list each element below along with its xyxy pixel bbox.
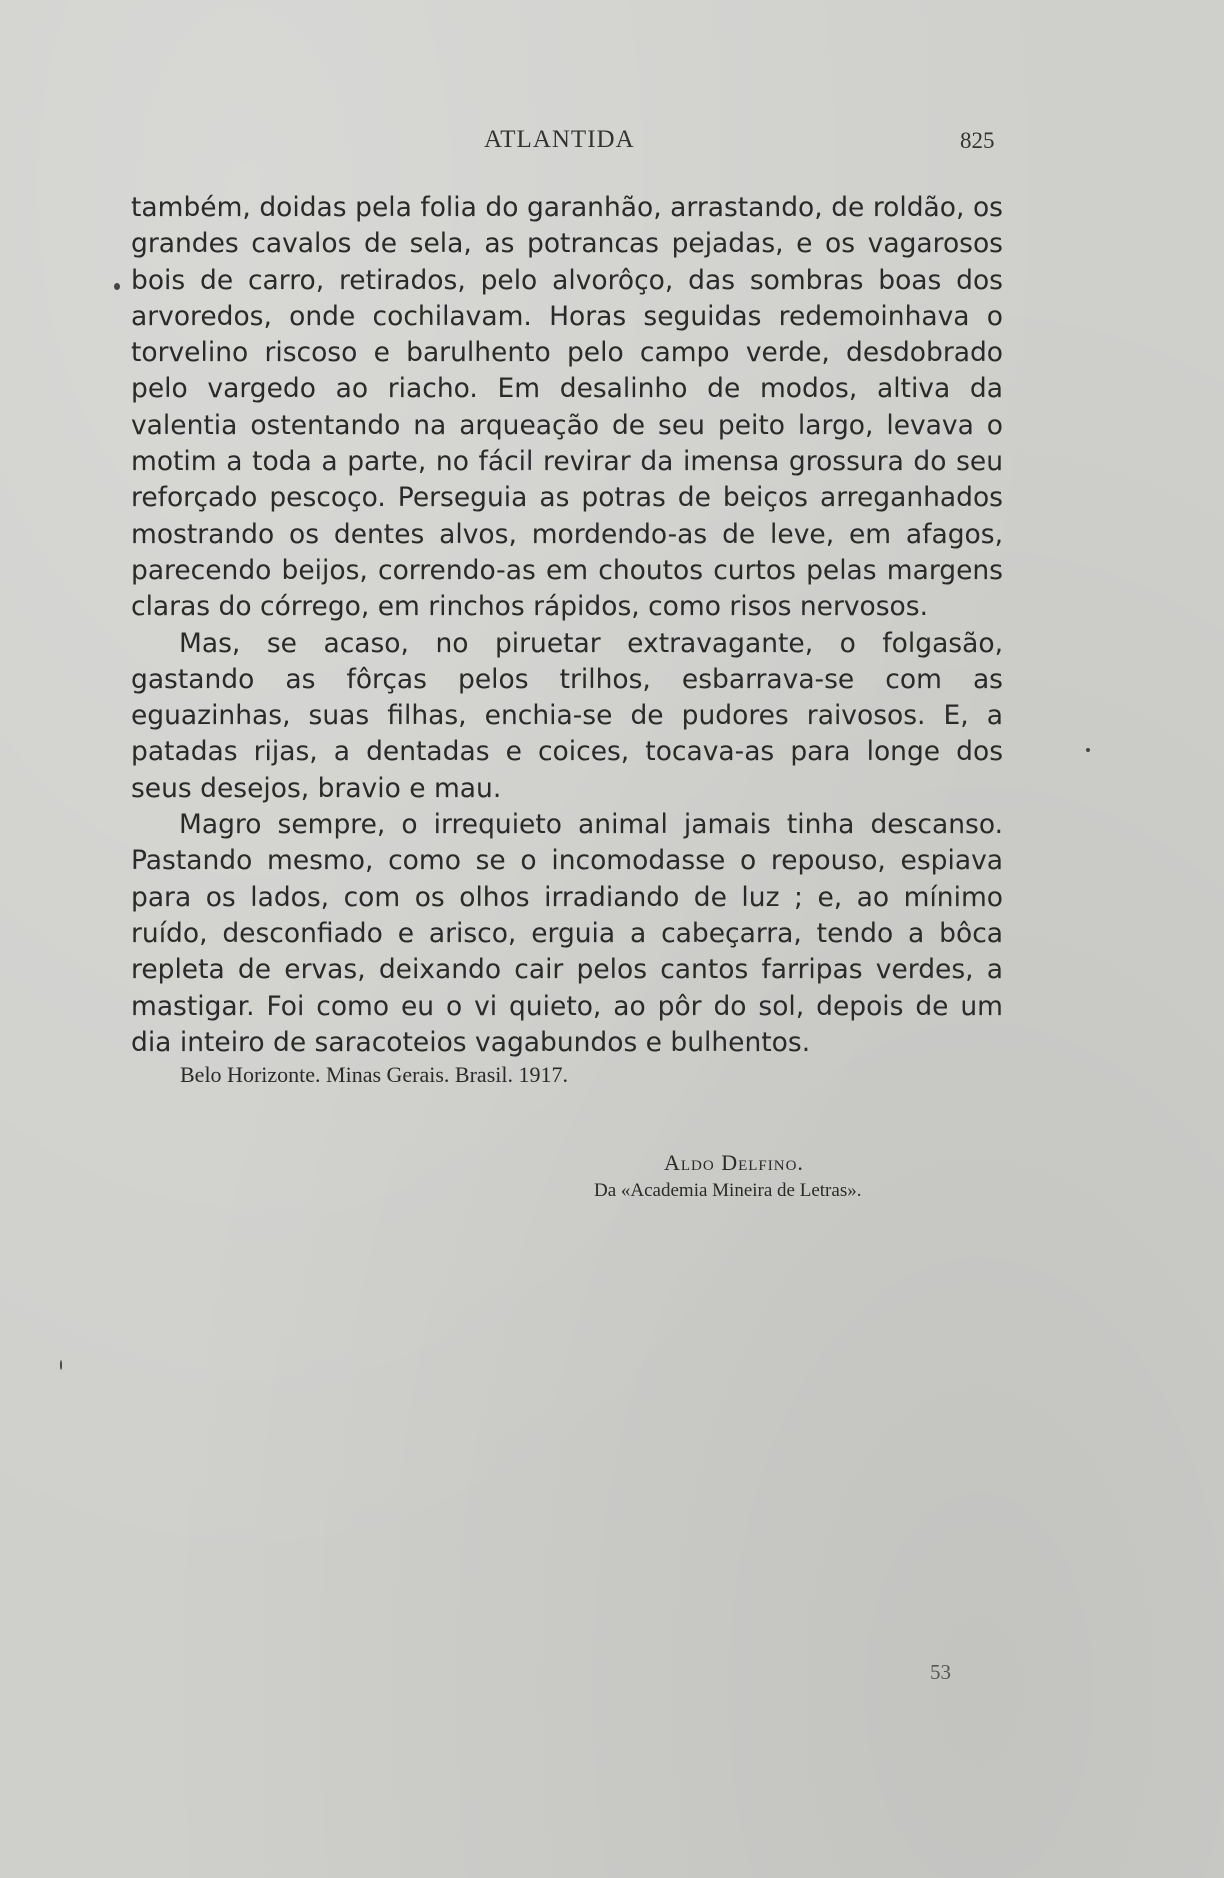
author-affiliation: Da «Academia Mineira de Letras».: [594, 1180, 862, 1201]
paragraph-3: Magro sempre, o irrequieto animal jamais tinha descanso. Pastando mesmo, como se o incomodasse o repouso, espiava para os lados, com os olhos irradiando de luz ; e, ao mínimo ruído, desconfiado e arisco, erguia a cabeçarra, tendo a bôca repleta de ervas, deixando cair pelos cantos farripas verdes, a mastigar. Foi como eu o vi quieto, ao pôr do sol, depois de um dia inteiro de saracoteios vagabundos e bulhentos.: [131, 809, 1003, 1058]
paragraph-1: também, doidas pela folia do garanhão, arrastando, de roldão, os grandes cavalos de sela, as potrancas pejadas, e os vagarosos bois de carro, retirados, pelo alvorôço, das sombras boas dos arvoredos, onde cochilavam. Horas seguidas redemoinhava o torvelino riscoso e barulhento pelo campo verde, desdobrado pelo vargedo ao riacho. Em desalinho de modos, altiva da valentia ostentando na arqueação de seu peito largo, levava o motim a toda a parte, no fácil revirar da imensa grossura do seu reforçado pescoço. Perseguia as potras de beiços arreganhados mostrando os dentes alvos, mordendo-as de leve, em afagos, parecendo beijos, correndo-as em choutos curtos pelas margens claras do córrego, em rinchos rápidos, como risos nervosos.: [131, 192, 1003, 623]
author-name: Aldo Delfino.: [664, 1150, 804, 1175]
paragraph-2: Mas, se acaso, no piruetar extravagante, o folgasão, gastando as fôrças pelos trilhos, esbarrava-se com as eguazinhas, suas filhas, enchia-se de pudores raivosos. E, a patadas rijas, a dentadas e coices, tocava-as para longe dos seus desejos, bravio e mau.: [131, 627, 1003, 804]
body-text: [131, 190, 1003, 1061]
margin-speck: [60, 1360, 62, 1370]
margin-speck: [114, 283, 120, 290]
signature-mark: 53: [930, 1660, 951, 1684]
running-title: ATLANTIDA: [484, 126, 635, 153]
margin-speck: [1086, 748, 1090, 752]
place-date-line: Belo Horizonte. Minas Gerais. Brasil. 1917.: [180, 1062, 568, 1087]
page-number: 825: [960, 128, 995, 153]
